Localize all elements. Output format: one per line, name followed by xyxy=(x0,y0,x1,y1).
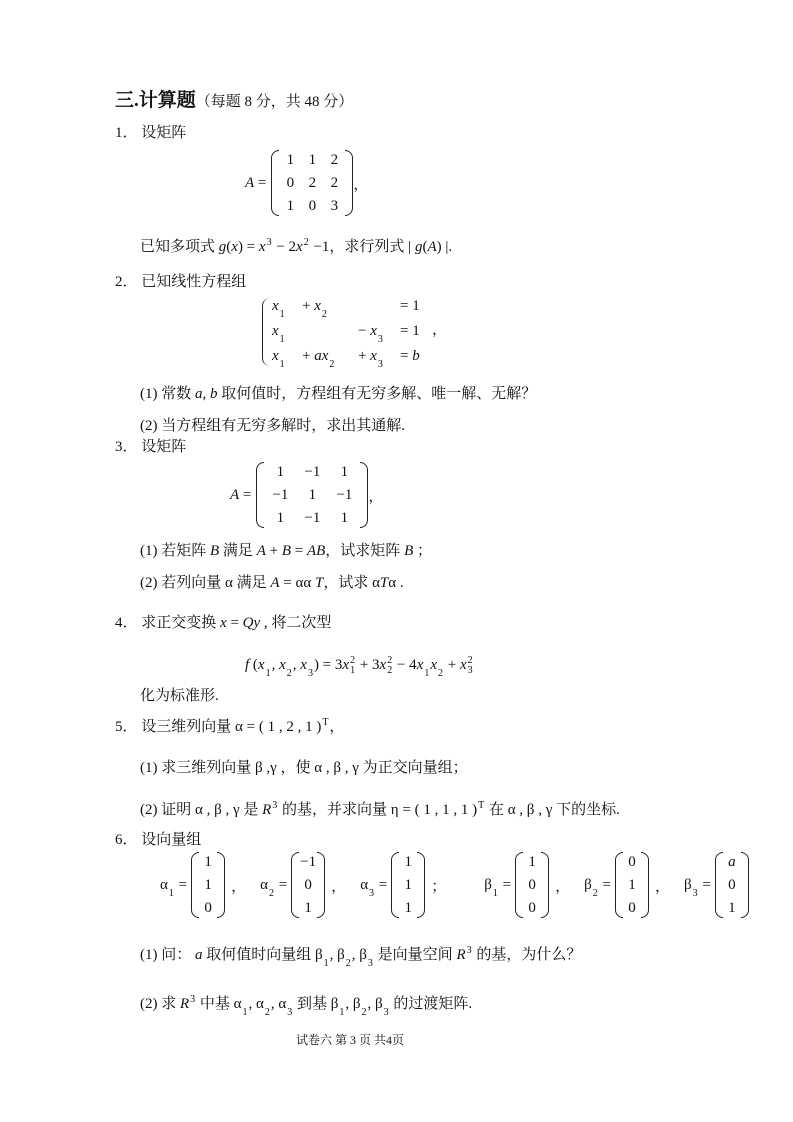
q3-intro xyxy=(115,437,186,457)
math-variable: x xyxy=(430,657,438,673)
matrix-cell: 2 xyxy=(308,175,317,191)
text-segment: + xyxy=(265,543,282,559)
text-segment: = xyxy=(291,543,307,559)
matrix-cell: 2 xyxy=(330,152,339,168)
text-segment: ； xyxy=(413,543,432,559)
section-title: 三.计算题 xyxy=(115,90,196,111)
math-variable: x xyxy=(416,657,424,673)
math-subscript: 2 xyxy=(329,359,335,370)
vector-entry: 1 xyxy=(304,900,312,916)
vector-entry: 1 xyxy=(528,854,536,870)
vector-entry: a xyxy=(728,854,736,870)
text-segment: 的过渡矩阵. xyxy=(389,996,473,1012)
system-comma: ， xyxy=(432,322,448,338)
text-segment: (2) 若列向量 α 满足 xyxy=(140,575,271,591)
math-variable: a xyxy=(195,947,203,963)
q1-matrix xyxy=(271,150,353,216)
text-segment: , α xyxy=(270,996,287,1012)
section-heading xyxy=(115,91,353,112)
math-variable: g xyxy=(414,239,423,255)
vector-separator: ， xyxy=(331,878,347,895)
math-variable: x xyxy=(314,298,321,314)
q3-matrix xyxy=(256,462,368,528)
q1-matrix-equation xyxy=(245,150,368,216)
text-segment: + xyxy=(444,657,460,673)
math-subscript: 1 xyxy=(350,664,356,676)
math-subscript: 1 xyxy=(279,309,285,320)
text-segment: α xyxy=(260,876,268,893)
math-subscript: 1 xyxy=(265,668,271,679)
text-segment: (2) 证明 α , β , γ 是 xyxy=(140,802,263,818)
text-segment: + xyxy=(302,348,315,364)
equation-cell xyxy=(272,296,302,318)
text-segment: = xyxy=(226,615,243,631)
math-subscript: 3 xyxy=(369,887,375,899)
text-segment: ) = xyxy=(237,239,259,255)
text-segment: = xyxy=(375,876,388,893)
math-variable: x xyxy=(231,239,238,255)
text-segment: , xyxy=(292,657,301,673)
text-segment: = xyxy=(698,876,711,893)
vector-entry: 1 xyxy=(728,900,736,916)
math-variable: x xyxy=(370,323,377,339)
matrix-cell: 0 xyxy=(308,198,317,214)
matrix-comma: ， xyxy=(368,488,384,505)
math-superscript: 2 xyxy=(387,654,393,666)
text-segment: (1) 求三维列向量 β ,γ ，使 α , β , γ 为正交向量组； xyxy=(140,760,468,776)
text-segment: = 1 xyxy=(400,323,420,339)
matrix-lhs xyxy=(245,175,266,192)
q6-part1 xyxy=(140,945,581,967)
q3-part2 xyxy=(140,573,404,593)
column-vector xyxy=(484,852,584,918)
text-segment: ( xyxy=(422,239,428,255)
matrix-cell: 1 xyxy=(286,198,295,214)
text-segment: 是向量空间 xyxy=(373,947,457,963)
text-segment: 取何值时向量组 β xyxy=(202,947,323,963)
vector-separator: ； xyxy=(431,878,447,895)
text-segment: = xyxy=(239,486,252,503)
math-superscript: 2 xyxy=(467,654,473,666)
vector-entries xyxy=(191,852,225,918)
q4-quadratic-form xyxy=(245,655,474,677)
text-segment: α xyxy=(360,876,369,893)
matrix-cell: 1 xyxy=(286,152,295,168)
math-variable: x xyxy=(342,657,350,673)
matrix-cell: −1 xyxy=(304,510,321,526)
math-variable: A xyxy=(270,575,280,591)
math-variable: b xyxy=(412,348,420,364)
matrix-cell: 1 xyxy=(276,464,285,480)
column-vector xyxy=(360,852,484,918)
text-segment: 5． 设三维列向量 α = ( 1 , 2 , 1 ) xyxy=(115,719,322,735)
text-segment: , 将二次型 xyxy=(260,615,332,631)
column-vector xyxy=(160,852,260,918)
text-segment: α xyxy=(160,876,168,893)
math-subscript: 1 xyxy=(279,334,285,345)
vector-entry: 1 xyxy=(404,877,413,893)
text-segment: , β xyxy=(367,996,383,1012)
matrix-cell: −1 xyxy=(304,464,321,480)
math-variable: B xyxy=(281,543,291,559)
text-segment: , β xyxy=(351,947,367,963)
math-subscript: 2 xyxy=(592,887,598,899)
math-variable: T xyxy=(379,575,389,591)
q5-part1 xyxy=(140,758,468,778)
vector-label xyxy=(684,876,711,899)
matrix-cell: 0 xyxy=(286,175,295,191)
math-sup-sub xyxy=(468,656,473,676)
text-segment: 6． 设向量组 xyxy=(115,832,202,848)
math-superscript: 3 xyxy=(190,994,196,1005)
math-variable: B xyxy=(210,543,220,559)
text-segment: 中基 α xyxy=(196,996,242,1012)
text-segment: β xyxy=(584,876,592,893)
text-segment: − 2 xyxy=(272,239,297,255)
section-score-note: （每题 8 分，共 48 分） xyxy=(195,94,354,110)
text-segment: α . xyxy=(388,575,404,591)
equation-cell xyxy=(302,346,358,368)
vector-entry: 0 xyxy=(728,877,736,893)
math-superscript: 3 xyxy=(466,945,472,956)
vector-separator: ， xyxy=(555,878,571,895)
vector-entries xyxy=(715,852,749,918)
text-segment: = xyxy=(598,876,612,893)
matrix-cell: 2 xyxy=(330,175,339,191)
matrix-cell: 3 xyxy=(330,198,339,214)
text-segment: 到基 β xyxy=(293,996,339,1012)
text-segment: − xyxy=(358,323,371,339)
vector-entries xyxy=(615,852,649,918)
math-subscript: 2 xyxy=(286,668,292,679)
text-segment: + 3 xyxy=(356,657,380,673)
text-segment: , β xyxy=(329,947,345,963)
math-variable: A xyxy=(245,174,255,191)
math-variable: R xyxy=(456,947,466,963)
vector-entry: 0 xyxy=(528,900,536,916)
math-variable: x xyxy=(321,348,329,364)
vector-label xyxy=(160,876,188,899)
text-segment: 2． 已知线性方程组 xyxy=(115,274,247,290)
q2-intro xyxy=(115,272,246,292)
text-segment: (2) 求 xyxy=(140,996,180,1012)
matrix-cell: 1 xyxy=(340,510,349,526)
text-segment: 取何值时，方程组有无穷多解、唯一解、无解？ xyxy=(217,386,537,402)
math-subscript: 1 xyxy=(279,359,285,370)
text-segment: + xyxy=(302,298,315,314)
math-subscript: 1 xyxy=(168,887,174,899)
math-variable: R xyxy=(262,802,272,818)
text-segment: 已知多项式 xyxy=(140,239,219,255)
vector-label xyxy=(584,876,612,899)
math-subscript: 2 xyxy=(438,668,444,679)
text-segment: , xyxy=(202,386,210,402)
math-superscript: T xyxy=(478,800,485,811)
text-segment: ， xyxy=(329,719,345,735)
equation-cell xyxy=(358,346,400,368)
q3-matrix-equation xyxy=(230,462,383,528)
text-segment: = 1 xyxy=(400,298,420,314)
equation-cell xyxy=(302,296,358,318)
equation-cell xyxy=(400,346,430,368)
vector-label xyxy=(484,876,512,899)
q6-vector-groups xyxy=(160,852,769,918)
q6-part2 xyxy=(140,994,472,1016)
math-variable: x xyxy=(379,657,387,673)
text-segment: = αα xyxy=(279,575,315,591)
text-segment: 化为标准形. xyxy=(140,688,219,704)
math-variable: x xyxy=(370,348,377,364)
math-variable: x xyxy=(272,298,279,314)
math-variable: A xyxy=(427,239,437,255)
q6-intro xyxy=(115,830,201,850)
math-subscript: 3 xyxy=(307,668,313,679)
math-subscript: 2 xyxy=(361,1007,367,1018)
vector-entry: 1 xyxy=(404,900,413,916)
equation-cell xyxy=(272,321,302,343)
q5-part2 xyxy=(140,800,620,822)
vector-entry: 1 xyxy=(204,877,212,893)
text-segment: , β xyxy=(345,996,361,1012)
equation-cell xyxy=(358,296,400,318)
math-subscript: 2 xyxy=(387,664,393,676)
text-segment: ，试求矩阵 xyxy=(325,543,405,559)
math-variable: T xyxy=(314,575,324,591)
math-variable: x xyxy=(272,323,279,339)
text-segment: − 4 xyxy=(393,657,417,673)
text-segment: 3． 设矩阵 xyxy=(115,439,187,455)
matrix-cell: 1 xyxy=(276,510,285,526)
math-subscript: 3 xyxy=(692,887,698,899)
text-segment: 满足 xyxy=(219,543,257,559)
text-segment: 的基，并求向量 η = ( 1 , 1 , 1 ) xyxy=(278,802,478,818)
column-vector xyxy=(260,852,360,918)
text-segment: = xyxy=(400,348,413,364)
math-variable: x xyxy=(220,615,227,631)
vector-entry: 1 xyxy=(204,854,212,870)
text-segment: 1． 设矩阵 xyxy=(115,125,187,141)
q2-part2 xyxy=(140,416,405,436)
math-variable: f xyxy=(245,657,250,673)
math-sup-sub xyxy=(387,656,392,676)
text-segment: ( xyxy=(249,657,258,673)
text-segment: ( xyxy=(226,239,232,255)
math-subscript: 1 xyxy=(424,668,430,679)
text-segment: β xyxy=(484,876,492,893)
math-subscript: 3 xyxy=(377,359,383,370)
vector-entry: 1 xyxy=(404,854,413,870)
math-variable: R xyxy=(180,996,190,1012)
math-variable: A xyxy=(230,486,240,503)
q2-equation-system xyxy=(272,296,430,368)
math-variable: x xyxy=(257,657,265,673)
text-segment: = xyxy=(174,876,188,893)
equation-cell xyxy=(302,321,358,343)
vector-label xyxy=(260,876,288,899)
text-segment: + xyxy=(358,348,371,364)
text-segment: , xyxy=(271,657,280,673)
vector-entry: 0 xyxy=(204,900,212,916)
q4-instruction xyxy=(140,686,219,706)
math-variable: g xyxy=(218,239,227,255)
math-variable: b xyxy=(210,386,218,402)
text-segment: ) = 3 xyxy=(313,657,343,673)
math-superscript: T xyxy=(322,717,329,728)
text-segment: 在 α , β , γ 下的坐标. xyxy=(485,802,620,818)
math-variable: x xyxy=(279,657,286,673)
equation-cell xyxy=(358,321,400,343)
math-variable: x xyxy=(272,348,279,364)
math-superscript: 2 xyxy=(350,654,356,666)
math-sup-sub xyxy=(350,656,355,676)
vector-entry: 0 xyxy=(304,877,312,893)
math-subscript: 2 xyxy=(264,1007,270,1018)
text-segment: , α xyxy=(248,996,264,1012)
text-segment: −1，求行列式 | xyxy=(309,239,415,255)
math-superscript: 2 xyxy=(303,237,309,248)
vector-entry: 0 xyxy=(628,854,636,870)
math-variable: A xyxy=(256,543,266,559)
text-segment: (1) 问： xyxy=(140,947,195,963)
matrix-cell: −1 xyxy=(272,487,289,503)
text-segment: (1) 常数 xyxy=(140,386,195,402)
math-subscript: 1 xyxy=(323,958,329,969)
vector-separator: ， xyxy=(231,878,247,895)
math-variable: a xyxy=(195,386,203,402)
math-subscript: 2 xyxy=(345,958,351,969)
q2-part1 xyxy=(140,384,536,404)
q1-question xyxy=(140,237,452,259)
text-segment: 的基，为什么？ xyxy=(472,947,582,963)
math-superscript: 3 xyxy=(272,800,278,811)
matrix-cell: 1 xyxy=(340,464,349,480)
text-segment: = xyxy=(254,174,267,191)
system-brace xyxy=(262,298,271,366)
vector-entry: 0 xyxy=(528,877,536,893)
math-subscript: 3 xyxy=(383,1007,389,1018)
math-variable: AB xyxy=(306,543,326,559)
matrix-cell: 1 xyxy=(308,152,317,168)
text-segment: = xyxy=(498,876,512,893)
vector-entry: 0 xyxy=(628,900,636,916)
text-segment: (1) 若矩阵 xyxy=(140,543,210,559)
math-subscript: 3 xyxy=(467,664,473,676)
q1-intro xyxy=(115,123,186,143)
math-variable: a xyxy=(314,348,322,364)
text-segment: ，试求 α xyxy=(323,575,380,591)
vector-entry: −1 xyxy=(300,854,317,870)
vector-entry: 1 xyxy=(628,877,636,893)
matrix-cell: −1 xyxy=(336,487,353,503)
equation-cell xyxy=(272,346,302,368)
equation-cell xyxy=(400,321,430,343)
vector-separator: ， xyxy=(655,878,671,895)
q4-intro xyxy=(115,613,331,633)
text-segment: β xyxy=(684,876,692,893)
text-segment: ) |. xyxy=(436,239,453,255)
equation-cell xyxy=(400,296,430,318)
math-variable: x xyxy=(460,657,467,673)
vector-label xyxy=(360,876,388,899)
vector-entries xyxy=(515,852,549,918)
q3-part1 xyxy=(140,541,432,561)
math-variable: x xyxy=(300,657,307,673)
matrix-cell: 1 xyxy=(308,487,317,503)
math-subscript: 1 xyxy=(339,1007,345,1018)
vector-entries xyxy=(291,852,325,918)
math-variable: x xyxy=(296,239,303,255)
math-subscript: 3 xyxy=(367,958,373,969)
math-subscript: 2 xyxy=(268,887,274,899)
math-variable: x xyxy=(258,239,266,255)
q5-intro xyxy=(115,717,344,739)
math-subscript: 2 xyxy=(321,309,327,320)
text-segment: (2) 当方程组有无穷多解时，求出其通解. xyxy=(140,418,405,434)
math-subscript: 1 xyxy=(492,887,498,899)
column-vector xyxy=(684,852,769,918)
matrix-comma: ， xyxy=(353,176,369,193)
matrix-lhs xyxy=(230,487,251,504)
math-subscript: 1 xyxy=(242,1007,248,1018)
text-segment: = xyxy=(274,876,288,893)
math-variable: B xyxy=(404,543,414,559)
text-segment: 4． 求正交变换 xyxy=(115,615,221,631)
page-footer: 试卷六 第 3 页 共4页 xyxy=(296,1033,405,1047)
math-subscript: 3 xyxy=(287,1007,293,1018)
column-vector xyxy=(584,852,684,918)
math-subscript: 3 xyxy=(377,334,383,345)
math-variable: Qy xyxy=(242,615,261,631)
math-superscript: 3 xyxy=(266,237,272,248)
vector-entries xyxy=(391,852,425,918)
